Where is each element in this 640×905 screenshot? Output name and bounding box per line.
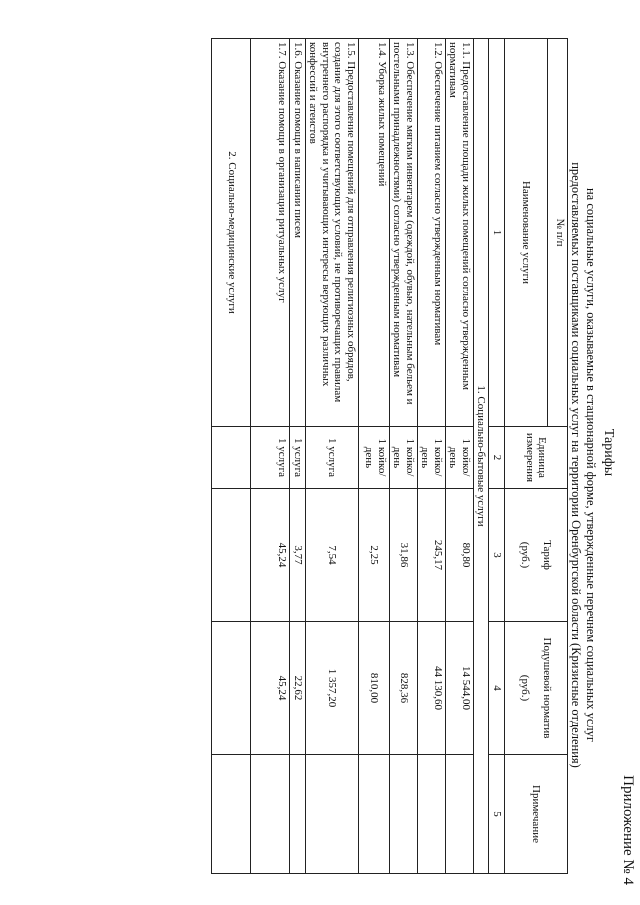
section-row [212, 39, 251, 874]
table-row [359, 39, 390, 874]
service-note [306, 755, 359, 874]
service-name: 1.4. Уборка жилых помещений [359, 39, 390, 427]
service-unit: 1 койко/день [359, 427, 390, 489]
service-norm: 1 357,20 [306, 622, 359, 755]
header-norm [505, 622, 568, 755]
service-tariff: 245,17 [418, 489, 446, 622]
service-note [446, 755, 474, 874]
service-norm: 44 130,60 [418, 622, 446, 755]
empty-cell [212, 622, 251, 755]
document-title: Тарифы [601, 428, 616, 477]
subtitle-line-2: предоставляемых поставщиками социальных услуг на территории Оренбургской области (Кризисные отделения) [569, 162, 583, 768]
service-norm: 14 544,00 [446, 622, 474, 755]
service-tariff: 31,86 [390, 489, 418, 622]
service-note [251, 755, 290, 874]
table-row [251, 39, 290, 874]
service-name: 1.6. Оказание помощи в написании писем [290, 39, 306, 427]
service-note [418, 755, 446, 874]
service-tariff: 80,80 [446, 489, 474, 622]
service-norm: 810,00 [359, 622, 390, 755]
column-number-1: 1 [489, 39, 505, 427]
header-norm-unit: (руб.) [519, 674, 531, 702]
column-number-2: 2 [489, 427, 505, 489]
service-name: 1.7. Оказание помощи в организации ритуальных услуг [251, 39, 290, 427]
header-tariff-unit: (руб.) [519, 541, 531, 569]
service-note [390, 755, 418, 874]
service-unit: 1 услуга [251, 427, 290, 489]
empty-cell [212, 427, 251, 489]
header-unit: Единица измерения [505, 427, 568, 489]
service-tariff: 2,25 [359, 489, 390, 622]
table-row [418, 39, 446, 874]
header-tariff-label: Тариф [541, 540, 554, 570]
section-row [474, 39, 490, 874]
header-note: Примечание [505, 755, 568, 874]
table-row [446, 39, 474, 874]
service-norm: 828,36 [390, 622, 418, 755]
header-number-row [548, 39, 568, 874]
service-norm: 45,24 [251, 622, 290, 755]
section-heading-2: 2. Социально-медицинские услуги [212, 39, 251, 427]
column-number-3: 3 [489, 489, 505, 622]
service-tariff: 7,54 [306, 489, 359, 622]
document-subtitle [568, 70, 598, 860]
table-row [390, 39, 418, 874]
section-heading-1: 1. Социально-бытовые услуги [474, 39, 490, 874]
subtitle-line-1: на социальные услуги, оказываемые в стационарной форме, утвержденные перечнем социальных услуг [584, 187, 598, 743]
header-number: № п/п [548, 39, 568, 427]
service-note [290, 755, 306, 874]
service-unit: 1 койко/день [446, 427, 474, 489]
service-name: 1.1. Предоставление площади жилых помещений согласно утвержденным нормативам [446, 39, 474, 427]
service-tariff: 45,24 [251, 489, 290, 622]
header-norm-label: Подушевой норматив [541, 637, 554, 739]
service-unit: 1 услуга [290, 427, 306, 489]
empty-cell [212, 489, 251, 622]
header-tariff [505, 489, 568, 622]
column-number-4: 4 [489, 622, 505, 755]
service-unit: 1 койко/день [390, 427, 418, 489]
column-numbers-row [489, 39, 505, 874]
service-norm: 22,62 [290, 622, 306, 755]
table-row [306, 39, 359, 874]
tariffs-table [212, 38, 569, 874]
empty-cell [212, 755, 251, 874]
service-name: 1.3. Обеспечение мягким инвентарем (одеждой, обувью, нательным бельем и постельными принадлежностями) согласно утвержденным нормативам [390, 39, 418, 427]
service-unit: 1 койко/день [418, 427, 446, 489]
header-name: Наименование услуги [505, 39, 548, 427]
service-name: 1.5. Предоставление помещений для отправления религиозных обрядов, создание для этого соответствующих условий, не противоречащих правилам внутреннего распорядка и учитывающих интересы верующих различных конфессий и атеистов [306, 39, 359, 427]
table-row [290, 39, 306, 874]
appendix-label: Приложение № 4 [620, 775, 636, 885]
service-tariff: 3,77 [290, 489, 306, 622]
service-unit: 1 услуга [306, 427, 359, 489]
column-number-5: 5 [489, 755, 505, 874]
service-note [359, 755, 390, 874]
service-name: 1.2. Обеспечение питанием согласно утвержденным нормативам [418, 39, 446, 427]
